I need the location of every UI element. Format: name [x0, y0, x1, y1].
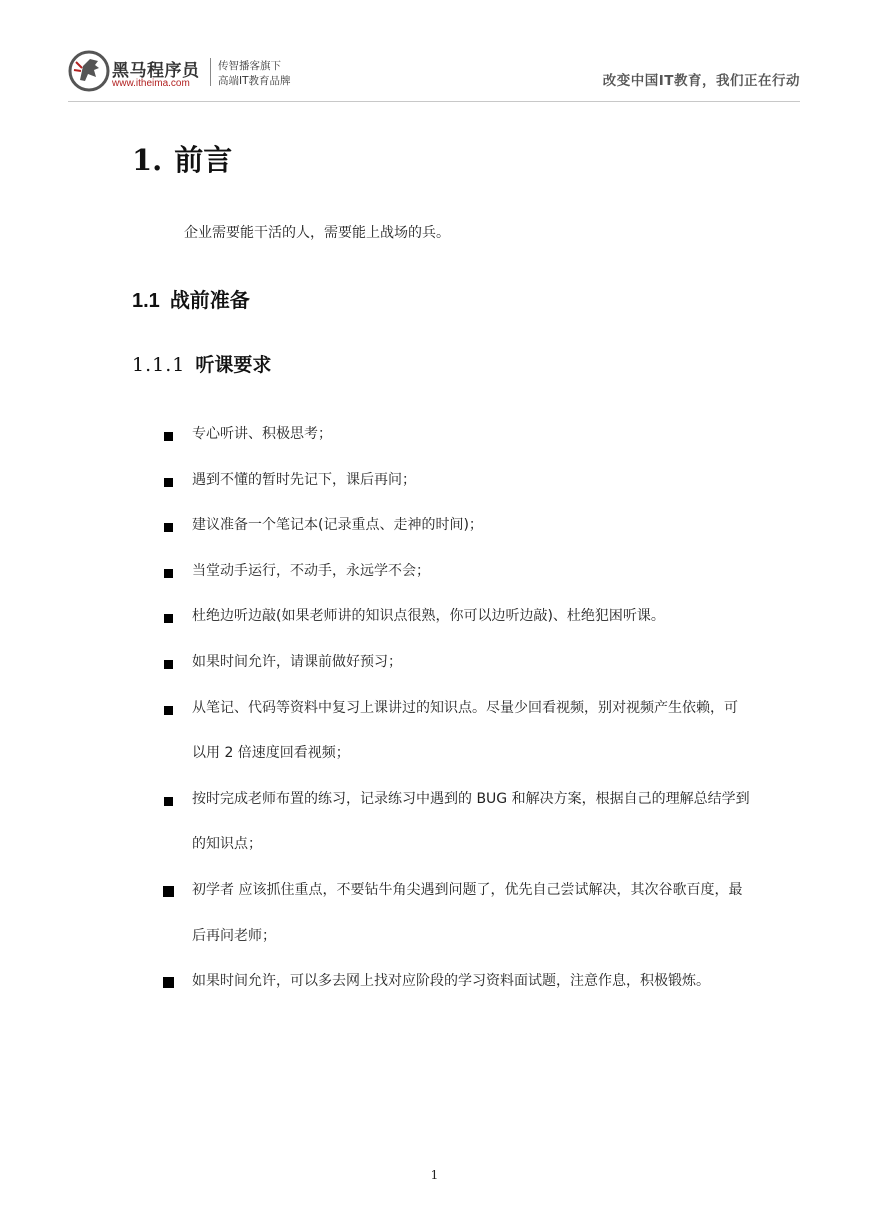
- section-1-1-1-title: 听课要求: [195, 354, 272, 376]
- list-item: [160, 458, 750, 504]
- header-slogan: 改变中国IT教育，我们正在行动: [602, 73, 800, 89]
- list-item-text: 初学者 应该抓住重点，不要钻牛角尖遇到问题了，优先自己尝试解决，其次谷歌百度，最后再问老师；: [192, 881, 743, 944]
- list-item: [160, 868, 750, 959]
- list-item: [160, 549, 750, 595]
- list-item-text: 按时完成老师布置的练习，记录练习中遇到的 BUG 和解决方案，根据自己的理解总结学到的知识点；: [192, 790, 750, 853]
- brand-name: 黑马程序员: [112, 61, 200, 80]
- section-1-heading: [132, 138, 232, 179]
- square-bullet-icon: [163, 886, 174, 897]
- square-bullet-icon: [164, 614, 173, 623]
- list-item-text: 从笔记、代码等资料中复习上课讲过的知识点。尽量少回看视频，别对视频产生依赖，可以用 2 倍速度回看视频；: [192, 699, 738, 762]
- square-bullet-icon: [164, 797, 173, 806]
- horse-head-logo-icon: [68, 50, 110, 92]
- brand-tagline-2: 高端IT教育品牌: [218, 75, 291, 87]
- list-item-text: 杜绝边听边敲(如果老师讲的知识点很熟，你可以边听边敲)、杜绝犯困听课。: [192, 608, 665, 625]
- lecture-rules-list: [160, 412, 750, 1005]
- square-bullet-icon: [164, 706, 173, 715]
- list-item: [160, 686, 750, 777]
- square-bullet-icon: [164, 523, 173, 532]
- intro-paragraph: 企业需要能干活的人，需要能上战场的兵。: [184, 225, 450, 241]
- section-1-1-number: 1.1: [132, 290, 160, 312]
- list-item: [160, 959, 750, 1005]
- list-item: [160, 503, 750, 549]
- square-bullet-icon: [164, 660, 173, 669]
- square-bullet-icon: [163, 977, 174, 988]
- section-1-title: 前言: [174, 143, 233, 177]
- brand-url: www.itheima.com: [112, 78, 190, 89]
- list-item-text: 如果时间允许，可以多去网上找对应阶段的学习资料面试题，注意作息，积极锻炼。: [192, 973, 710, 990]
- square-bullet-icon: [164, 478, 173, 487]
- page-number: 1: [430, 1168, 439, 1182]
- list-item-text: 如果时间允许，请课前做好预习；: [192, 653, 402, 670]
- list-item-text: 专心听讲、积极思考；: [192, 426, 332, 442]
- square-bullet-icon: [164, 432, 173, 441]
- section-1-1-heading: [132, 284, 250, 313]
- list-item-text: 建议准备一个笔记本(记录重点、走神的时间)；: [192, 517, 483, 534]
- header-rule: [68, 101, 800, 102]
- list-item: [160, 594, 750, 640]
- list-item: [160, 412, 750, 458]
- section-1-1-1-number: 1.1.1: [132, 354, 186, 376]
- list-item-text: 当堂动手运行，不动手，永远学不会；: [192, 562, 430, 579]
- list-item: [160, 777, 750, 868]
- square-bullet-icon: [164, 569, 173, 578]
- list-item-text: 遇到不懂的暂时先记下，课后再问；: [192, 471, 416, 488]
- page-header: [68, 48, 800, 102]
- section-1-1-1-heading: [132, 350, 271, 377]
- brand-tagline-1: 传智播客旗下: [218, 60, 281, 72]
- section-1-number: 1.: [132, 143, 163, 177]
- list-item: [160, 640, 750, 686]
- section-1-1-title: 战前准备: [169, 290, 250, 312]
- header-divider: [210, 58, 211, 86]
